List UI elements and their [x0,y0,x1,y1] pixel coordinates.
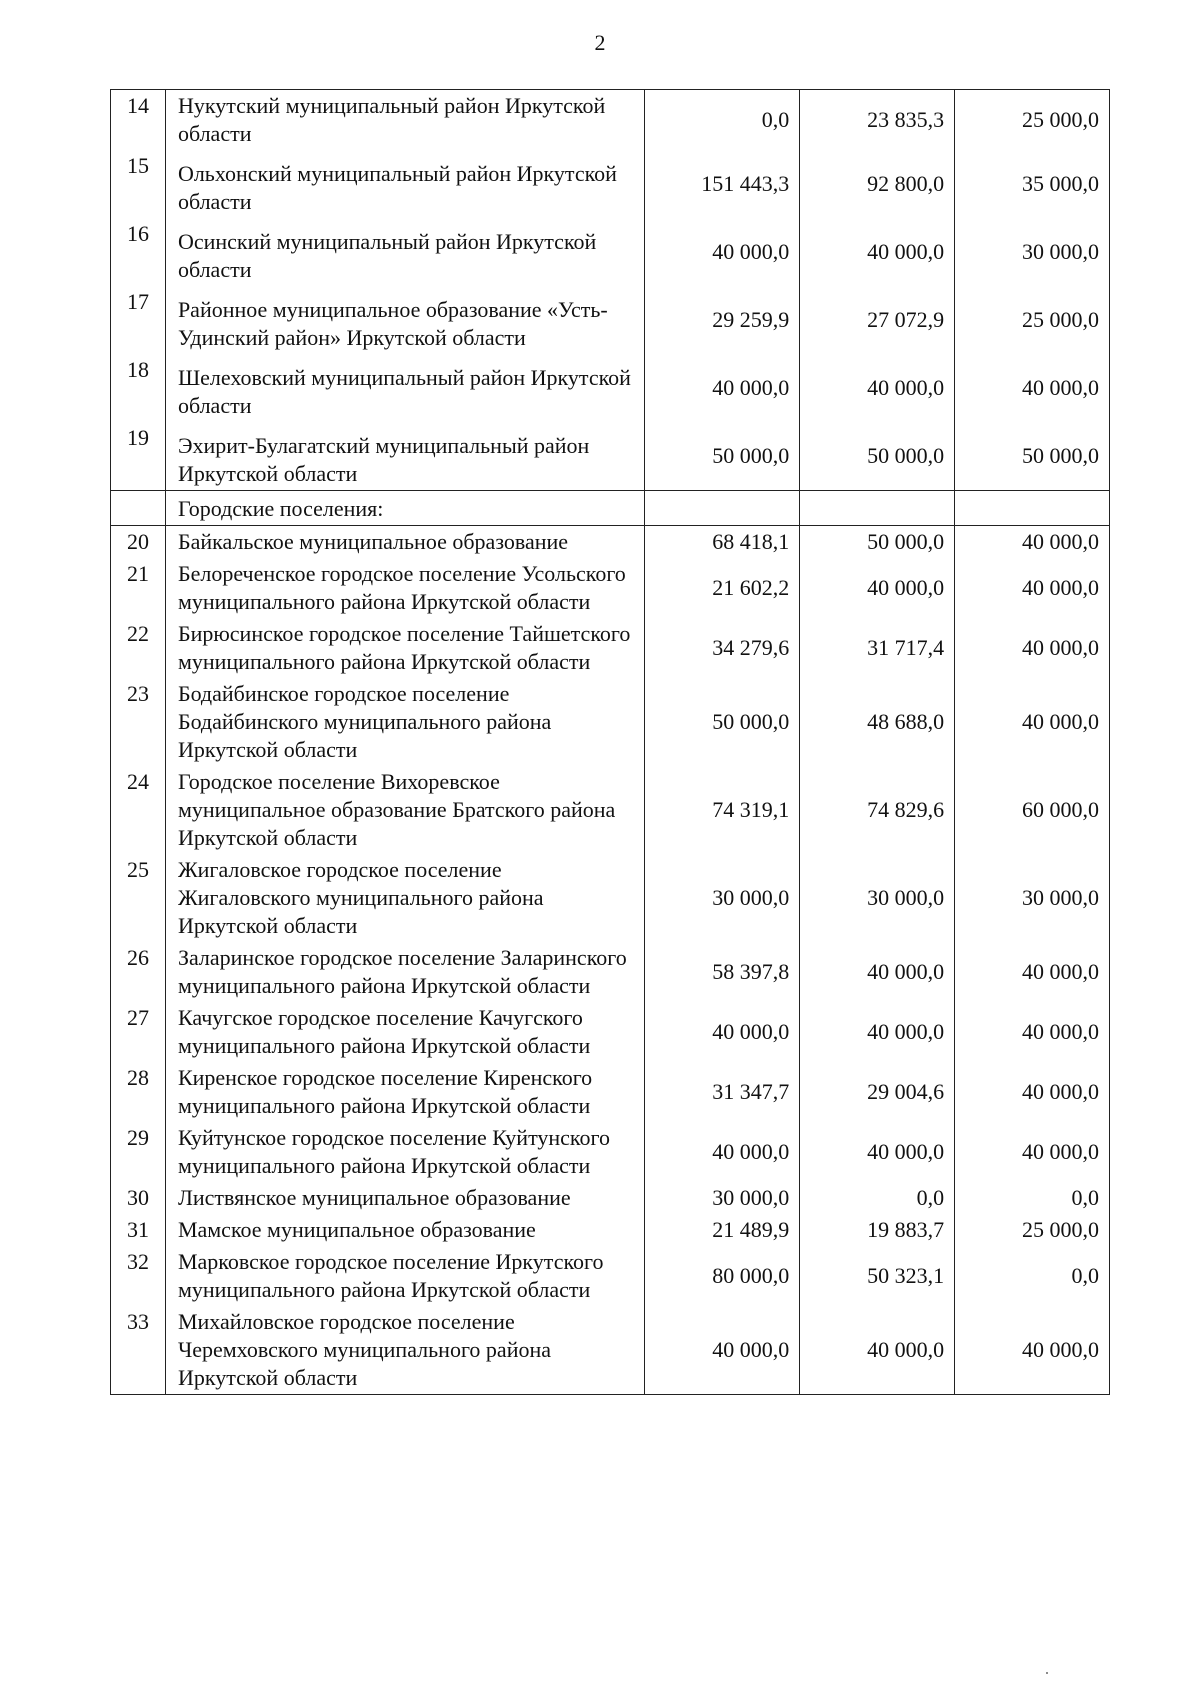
municipality-name: Михайловское городское поселение Черемховского муниципального района Иркутской области [165,1306,645,1395]
municipality-name: Жигаловское городское поселение Жигаловского муниципального района Иркутской области [165,854,645,942]
table-row [111,1214,1110,1246]
table-row [111,1182,1110,1214]
value-col-3: 40 000,0 [955,526,1110,559]
value-col-3: 40 000,0 [955,354,1110,422]
value-col-2: 30 000,0 [800,854,955,942]
value-col-2: 27 072,9 [800,286,955,354]
value-col-2: 50 000,0 [800,422,955,491]
value-col-3: 40 000,0 [955,558,1110,618]
value-col-2: 19 883,7 [800,1214,955,1246]
value-col-3: 40 000,0 [955,678,1110,766]
value-col-2: 40 000,0 [800,942,955,1002]
table-row [111,354,1110,422]
value-col-2: 40 000,0 [800,1306,955,1395]
row-number: 31 [111,1214,166,1246]
value-col-1: 34 279,6 [645,618,800,678]
municipality-name: Ольхонский муниципальный район Иркутской области [165,150,645,218]
table-row [111,942,1110,1002]
table-row [111,90,1110,151]
row-number: 25 [111,854,166,942]
value-col-1: 40 000,0 [645,354,800,422]
row-number: 24 [111,766,166,854]
value-col-2: 0,0 [800,1182,955,1214]
municipality-name: Мамское муниципальное образование [165,1214,645,1246]
row-number: 19 [111,422,166,491]
row-number: 23 [111,678,166,766]
value-col-1: 0,0 [645,90,800,151]
value-col-2: 50 000,0 [800,526,955,559]
value-col-2: 92 800,0 [800,150,955,218]
value-col-3: 40 000,0 [955,942,1110,1002]
table-row [111,150,1110,218]
municipality-name: Марковское городское поселение Иркутского муниципального района Иркутской области [165,1246,645,1306]
municipality-name: Заларинское городское поселение Заларинского муниципального района Иркутской области [165,942,645,1002]
value-col-3: 25 000,0 [955,90,1110,151]
table-row [111,678,1110,766]
table-row [111,526,1110,559]
row-number: 15 [111,150,166,218]
table-row [111,618,1110,678]
value-col-1: 74 319,1 [645,766,800,854]
table-row [111,1062,1110,1122]
row-number: 27 [111,1002,166,1062]
table-row [111,766,1110,854]
value-col-2: 23 835,3 [800,90,955,151]
value-col-3: 40 000,0 [955,1306,1110,1395]
value-col-2: 40 000,0 [800,218,955,286]
municipality-name: Куйтунское городское поселение Куйтунского муниципального района Иркутской области [165,1122,645,1182]
value-col-1: 50 000,0 [645,678,800,766]
value-col-3: 40 000,0 [955,1122,1110,1182]
municipality-name: Бирюсинское городское поселение Тайшетского муниципального района Иркутской области [165,618,645,678]
value-col-2: 29 004,6 [800,1062,955,1122]
value-col-1: 80 000,0 [645,1246,800,1306]
row-number: 32 [111,1246,166,1306]
table-row [111,422,1110,491]
table-row [111,286,1110,354]
value-col-1: 40 000,0 [645,1002,800,1062]
value-col-1: 40 000,0 [645,218,800,286]
section-header-row [111,491,1110,526]
municipality-name: Районное муниципальное образование «Усть-Удинский район» Иркутской области [165,286,645,354]
municipality-name: Городское поселение Вихоревское муниципальное образование Братского района Иркутской области [165,766,645,854]
value-col-1: 21 602,2 [645,558,800,618]
row-number: 18 [111,354,166,422]
value-col-2: 40 000,0 [800,1002,955,1062]
value-col-3: 0,0 [955,1182,1110,1214]
row-number: 16 [111,218,166,286]
value-col-1: 58 397,8 [645,942,800,1002]
row-number: 33 [111,1306,166,1395]
table-body-districts [111,90,1110,491]
value-col-3: 40 000,0 [955,618,1110,678]
value-col-2: 40 000,0 [800,1122,955,1182]
page-number: 2 [594,30,606,55]
value-col-2: 74 829,6 [800,766,955,854]
table-row [111,558,1110,618]
municipality-name: Бодайбинское городское поселение Бодайбинского муниципального района Иркутской области [165,678,645,766]
value-col-1: 40 000,0 [645,1306,800,1395]
municipality-name: Нукутский муниципальный район Иркутской области [165,90,645,151]
municipality-name: Киренское городское поселение Киренского муниципального района Иркутской области [165,1062,645,1122]
row-number: 20 [111,526,166,559]
table-body-settlements [111,526,1110,1395]
value-col-3: 50 000,0 [955,422,1110,491]
value-col-3: 30 000,0 [955,218,1110,286]
value-col-1: 31 347,7 [645,1062,800,1122]
municipality-name: Шелеховский муниципальный район Иркутской области [165,354,645,422]
value-col-3: 35 000,0 [955,150,1110,218]
value-col-1: 151 443,3 [645,150,800,218]
value-col-1: 30 000,0 [645,1182,800,1214]
scan-speck [1046,1672,1048,1674]
value-col-1: 21 489,9 [645,1214,800,1246]
municipality-name: Эхирит-Булагатский муниципальный район Иркутской области [165,422,645,491]
table-row [111,1246,1110,1306]
value-col-2: 50 323,1 [800,1246,955,1306]
section-header: Городские поселения: [165,491,645,526]
municipality-name: Осинский муниципальный район Иркутской области [165,218,645,286]
value-col-3: 40 000,0 [955,1062,1110,1122]
value-col-2: 48 688,0 [800,678,955,766]
value-col-1: 40 000,0 [645,1122,800,1182]
table-row [111,854,1110,942]
value-col-1: 50 000,0 [645,422,800,491]
municipality-name: Качугское городское поселение Качугского муниципального района Иркутской области [165,1002,645,1062]
municipality-name: Белореченское городское поселение Усольского муниципального района Иркутской области [165,558,645,618]
value-col-3: 60 000,0 [955,766,1110,854]
value-col-2: 40 000,0 [800,354,955,422]
row-number: 28 [111,1062,166,1122]
table-section-header [111,491,1110,526]
row-number: 30 [111,1182,166,1214]
row-number: 14 [111,90,166,151]
municipality-name: Байкальское муниципальное образование [165,526,645,559]
value-col-3: 40 000,0 [955,1002,1110,1062]
table-row [111,1002,1110,1062]
value-col-3: 25 000,0 [955,1214,1110,1246]
row-number: 22 [111,618,166,678]
value-col-2: 31 717,4 [800,618,955,678]
row-number: 21 [111,558,166,618]
table-row [111,1122,1110,1182]
row-number: 26 [111,942,166,1002]
value-col-2: 40 000,0 [800,558,955,618]
row-number: 29 [111,1122,166,1182]
table-row [111,218,1110,286]
funding-table [110,89,1110,1395]
table-row [111,1306,1110,1395]
value-col-1: 68 418,1 [645,526,800,559]
row-number: 17 [111,286,166,354]
value-col-3: 0,0 [955,1246,1110,1306]
municipality-name: Листвянское муниципальное образование [165,1182,645,1214]
value-col-1: 30 000,0 [645,854,800,942]
value-col-3: 25 000,0 [955,286,1110,354]
value-col-3: 30 000,0 [955,854,1110,942]
value-col-1: 29 259,9 [645,286,800,354]
